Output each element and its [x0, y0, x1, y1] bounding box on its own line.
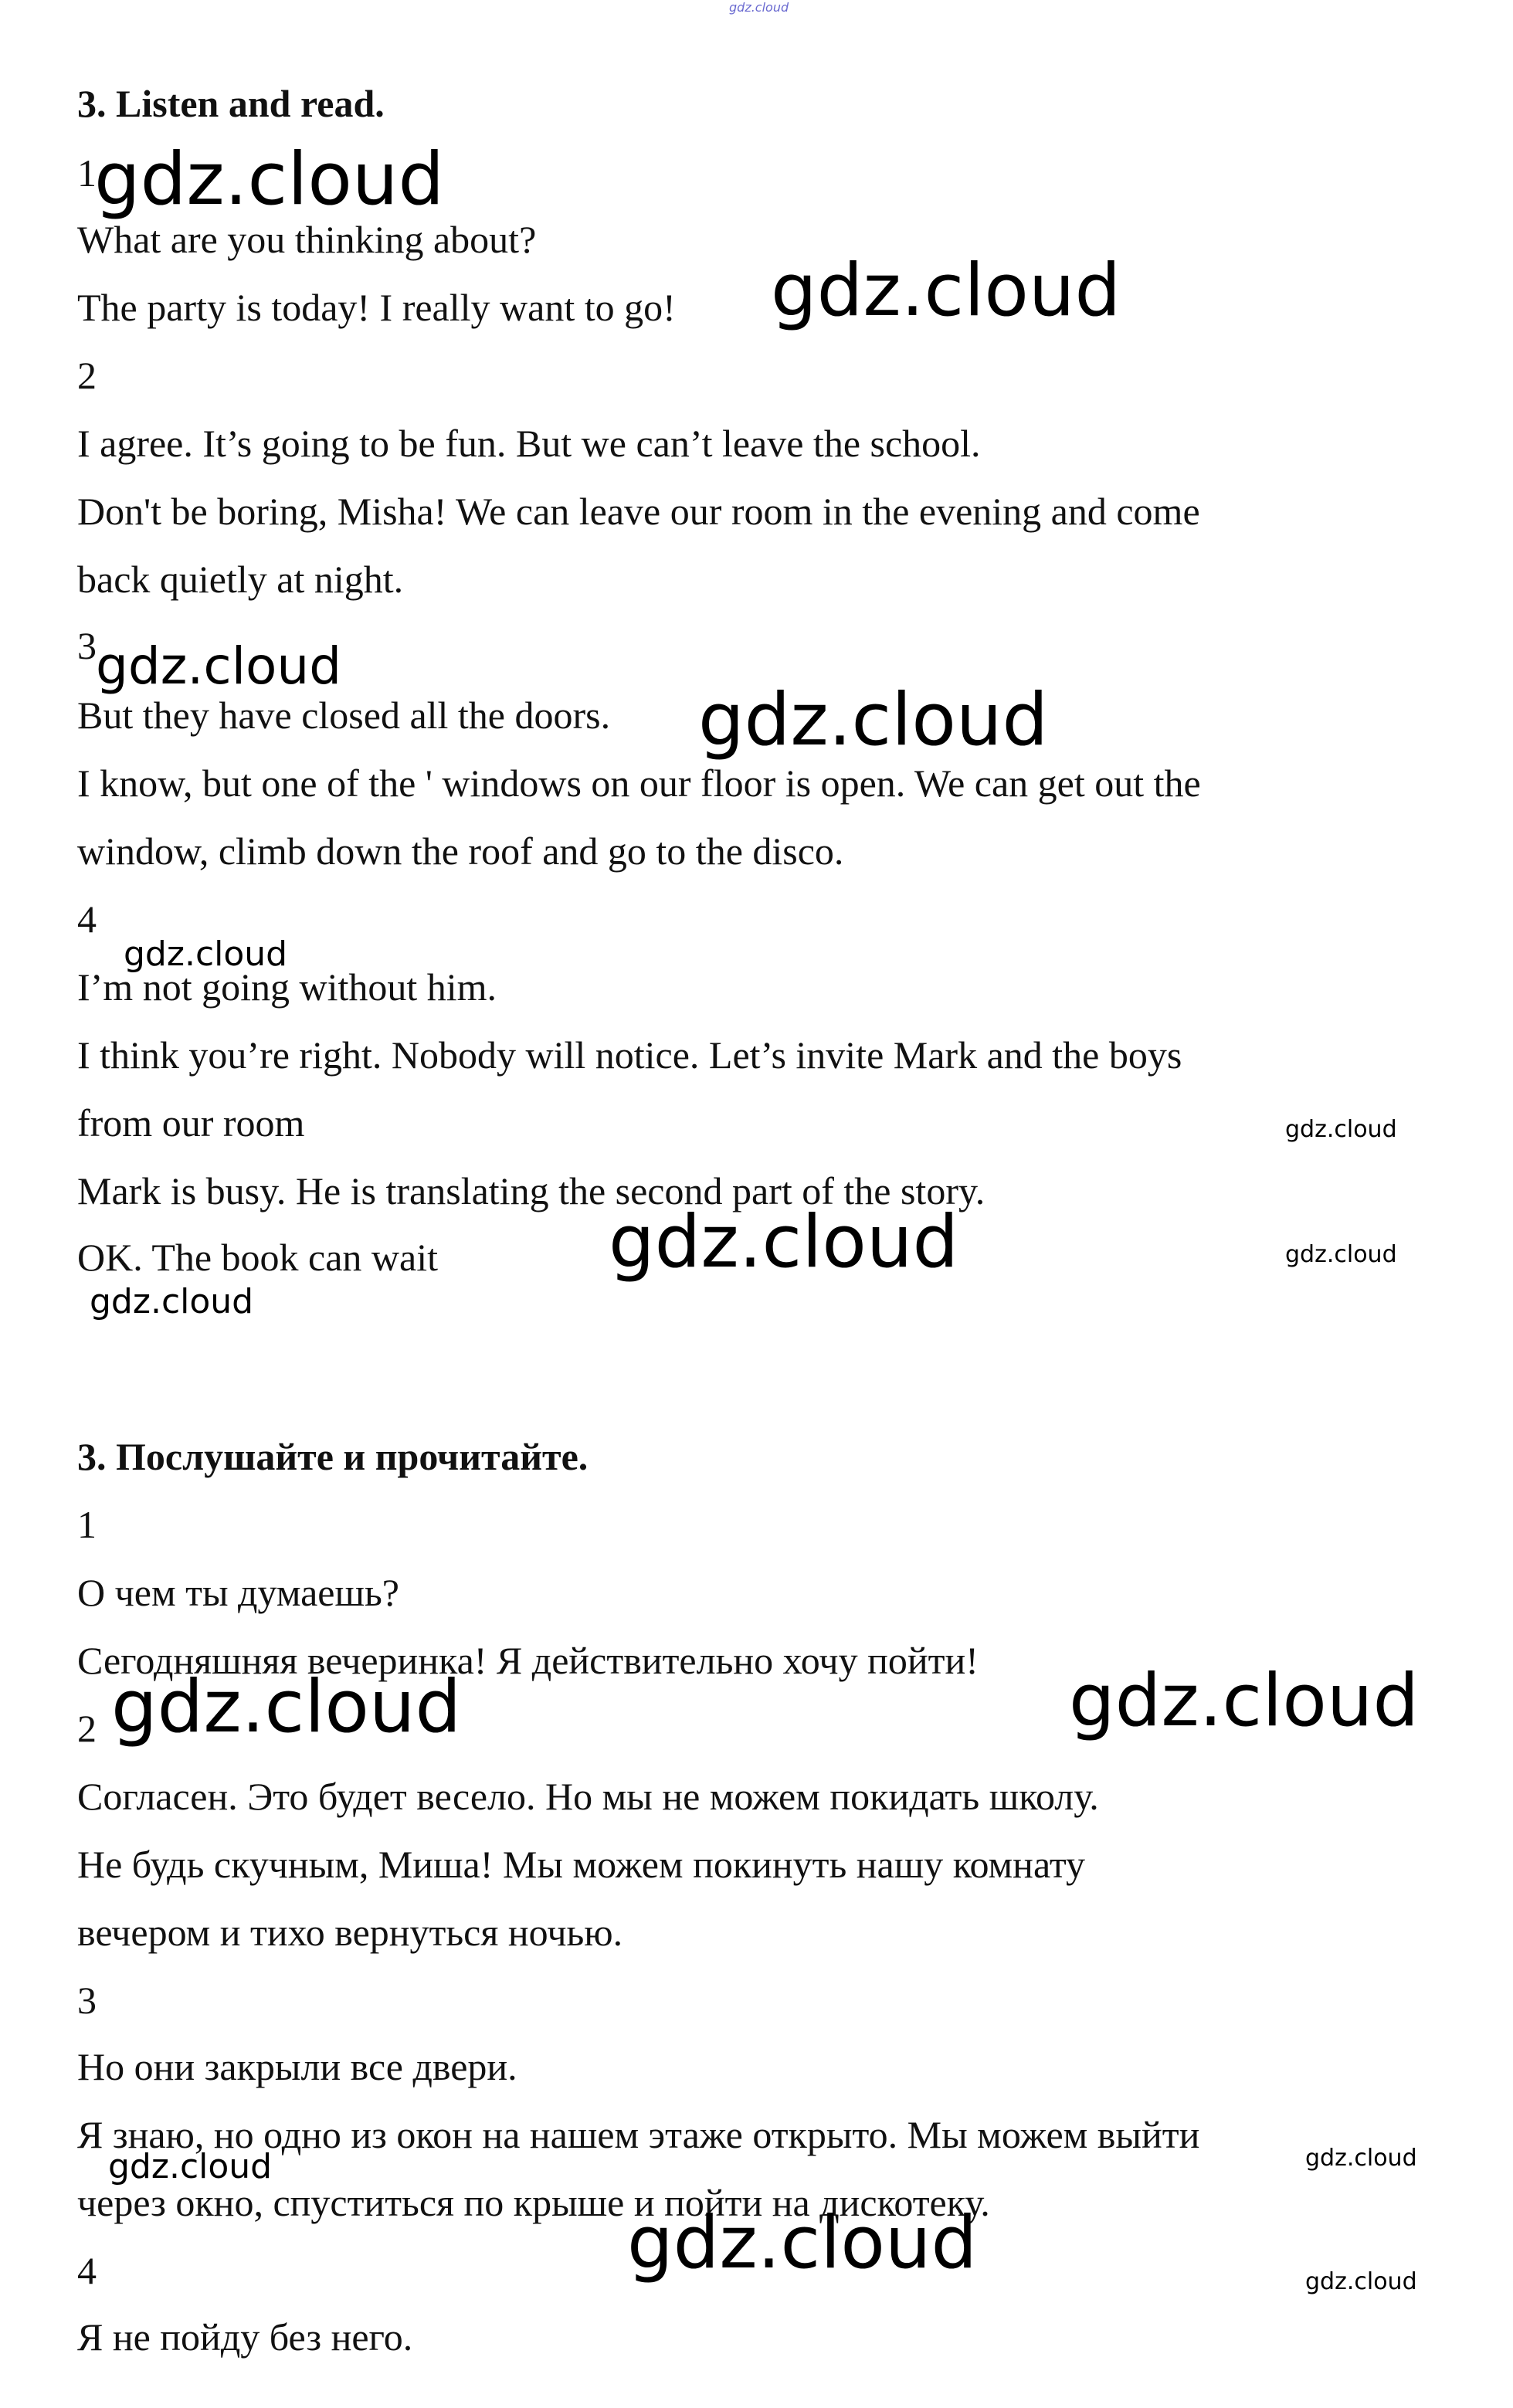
watermark: gdz.cloud — [1069, 1659, 1420, 1743]
english-dialog-number: 1 — [77, 151, 97, 195]
russian-line: Не будь скучным, Миша! Мы можем покинуть нашу комнату — [77, 1843, 1086, 1886]
russian-line: Сегодняшняя вечеринка! Я действительно хочу пойти! — [77, 1639, 979, 1682]
english-dialog-number: 3 — [77, 624, 97, 667]
english-line: I know, but one of the ' windows on our floor is open. We can get out the — [77, 761, 1201, 805]
watermark-top: gdz.cloud — [729, 0, 789, 15]
russian-line: О чем ты думаешь? — [77, 1571, 399, 1614]
russian-line: Но они закрыли все двери. — [77, 2045, 517, 2088]
english-line: OK. The book can wait — [77, 1236, 439, 1279]
russian-dialog-number: 2 — [77, 1707, 97, 1750]
english-line: from our room — [77, 1101, 305, 1145]
english-line: The party is today! I really want to go! — [77, 286, 676, 329]
watermark: gdz.cloud — [1285, 1241, 1397, 1268]
english-line: I’m not going without him. — [77, 965, 497, 1009]
english-line: What are you thinking about? — [77, 218, 537, 261]
english-line: I think you’re right. Nobody will notice. Let’s invite Mark and the boys — [77, 1033, 1182, 1077]
watermark: gdz.cloud — [108, 2147, 273, 2186]
watermark: gdz.cloud — [124, 934, 288, 974]
watermark: gdz.cloud — [627, 2201, 978, 2285]
english-line: Mark is busy. He is translating the second part of the story. — [77, 1169, 985, 1212]
english-line: But they have closed all the doors. — [77, 694, 611, 737]
english-line: Don't be boring, Misha! We can leave our room in the evening and come — [77, 490, 1200, 533]
english-line: I agree. It’s going to be fun. But we can’t leave the school. — [77, 422, 981, 465]
english-dialog-number: 4 — [77, 897, 97, 941]
watermark: gdz.cloud — [698, 678, 1049, 762]
watermark: gdz.cloud — [1285, 1116, 1397, 1143]
russian-dialog-number: 4 — [77, 2249, 97, 2292]
watermark: gdz.cloud — [1305, 2145, 1417, 2172]
russian-line: Согласен. Это будет весело. Но мы не можем покидать школу. — [77, 1775, 1099, 1818]
russian-heading: 3. Послушайте и прочитайте. — [77, 1435, 589, 1478]
russian-line: вечером и тихо вернуться ночью. — [77, 1911, 623, 1954]
russian-dialog-number: 1 — [77, 1503, 97, 1546]
english-heading: 3. Listen and read. — [77, 82, 385, 125]
watermark: gdz.cloud — [90, 1282, 254, 1321]
english-dialog-number: 2 — [77, 354, 97, 397]
watermark: gdz.cloud — [111, 1665, 462, 1749]
watermark: gdz.cloud — [96, 636, 342, 696]
russian-line: через окно, спуститься по крыше и пойти на дискотеку. — [77, 2181, 990, 2224]
english-line: window, climb down the roof and go to the disco. — [77, 829, 844, 873]
watermark: gdz.cloud — [771, 249, 1121, 333]
watermark: gdz.cloud — [609, 1200, 959, 1284]
russian-dialog-number: 3 — [77, 1979, 97, 2022]
watermark: gdz.cloud — [1305, 2268, 1417, 2295]
russian-line: Я не пойду без него. — [77, 2315, 413, 2359]
english-line: back quietly at night. — [77, 558, 404, 601]
watermark: gdz.cloud — [94, 137, 445, 222]
russian-line: Я знаю, но одно из окон на нашем этаже открыто. Мы можем выйти — [77, 2113, 1200, 2156]
